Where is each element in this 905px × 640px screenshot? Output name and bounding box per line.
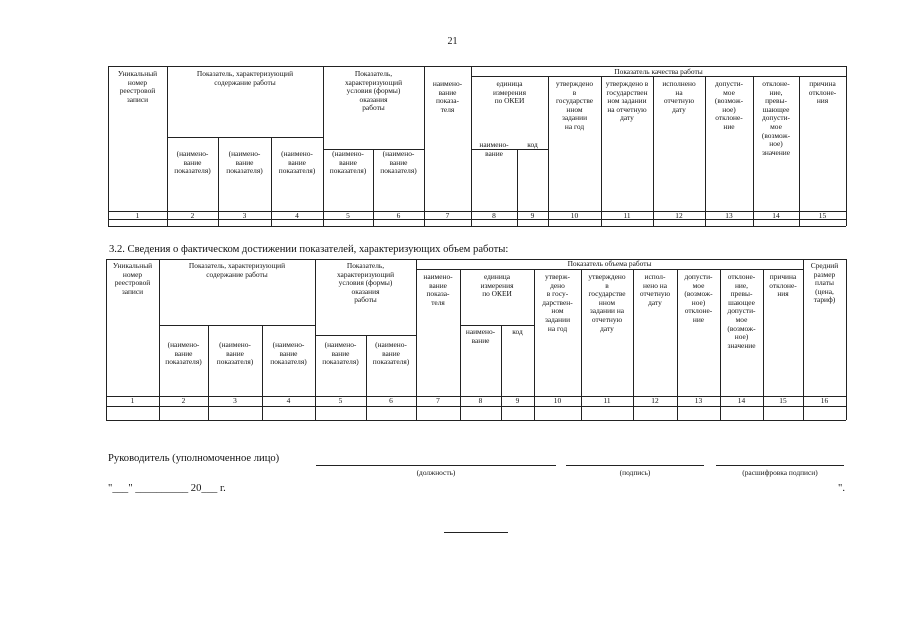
indicator-name-sub: (наимено- вание показателя) (270, 340, 307, 367)
column-number: 10 (570, 211, 579, 220)
column-number: 11 (603, 396, 611, 405)
section-title: 3.2. Сведения о фактическом достижении показателей, характеризующих объем работы: (109, 244, 509, 255)
signature-caption: (подпись) (619, 468, 651, 477)
column-number: 6 (396, 211, 401, 220)
indicator-name-sub: (наимено- вание показателя) (165, 340, 202, 367)
unit-code-header: код (512, 327, 523, 336)
table1-bottom-border (108, 226, 846, 227)
indicator-name-header: наимено- вание показа- теля (423, 272, 453, 307)
column-number: 15 (779, 396, 787, 405)
unit-header: единица измерения по ОКЕИ (480, 272, 514, 299)
column-number: 3 (242, 211, 247, 220)
bottom-rule (444, 532, 508, 533)
column-number: 13 (725, 211, 733, 220)
deviation-reason-header: причина отклоне- ния (769, 272, 797, 299)
column-number: 1 (135, 211, 140, 220)
column-number: 10 (553, 396, 562, 405)
signature-line (566, 465, 704, 466)
table-rule (501, 325, 502, 420)
table-rule (159, 259, 160, 420)
indicator-name-sub: (наимено- вание показателя) (278, 149, 316, 176)
unit-header: единица измерения по ОКЕИ (492, 79, 526, 106)
done-header: испол- нено на отчетную дату (639, 272, 671, 307)
exceeding-deviation-header: отклоне- ние, превы- шающее допусти- мое (возмож- ное) значение (761, 79, 791, 157)
decode-caption: (расшифровка подписи) (742, 468, 818, 477)
registry-header: Уникальный номер реестровой записи (117, 69, 158, 104)
column-number: 9 (515, 396, 520, 405)
column-number: 5 (338, 396, 343, 405)
approved-year-header: утверж- дено в госу- дарствен- ном задании на год (542, 272, 573, 333)
end-quote: ". (838, 483, 845, 494)
table2-bottom-border (106, 420, 846, 421)
approved-date-header: утверждено в государствен ном задании на отчетную дату (605, 79, 649, 123)
column-number: 15 (818, 211, 827, 220)
date-line: "___" __________ 20___ г. (108, 483, 226, 494)
column-number: 8 (492, 211, 496, 220)
allowed-deviation-header: допусти- мое (возмож- ное) отклоне- ние (684, 272, 713, 324)
table1-right-border (846, 66, 847, 226)
column-number: 7 (445, 211, 450, 220)
approved-year-header: утверждено в государстве нном задании на год (555, 79, 594, 131)
column-number: 16 (820, 396, 829, 405)
column-number: 9 (530, 211, 535, 220)
column-number: 11 (623, 211, 631, 220)
unit-code-header: код (527, 140, 538, 149)
column-number: 14 (737, 396, 746, 405)
column-number: 6 (389, 396, 393, 405)
column-number: 14 (772, 211, 780, 220)
registry-header: Уникальный номер реестровой записи (112, 261, 153, 296)
indicator-name-sub: (наимено- вание показателя) (372, 340, 410, 367)
column-number: 4 (295, 211, 299, 220)
table-rule (167, 66, 168, 226)
indicator-name-sub: (наимено- вание показателя) (329, 149, 367, 176)
column-number: 8 (478, 396, 483, 405)
table2-row-rule (106, 406, 846, 407)
table2-unit-rule (460, 325, 534, 326)
conditions-header: Показатель, характеризующий условия (формы) оказания работы (336, 261, 395, 305)
table1-top-border (108, 66, 846, 67)
table-rule (262, 325, 263, 420)
column-number: 2 (181, 396, 186, 405)
column-number: 13 (694, 396, 703, 405)
column-number: 2 (190, 211, 195, 220)
done-header: исполнено на отчетную дату (662, 79, 696, 114)
average-price-header: Средний размер платы (цена, тариф) (810, 261, 839, 305)
signature-head-label: Руководитель (уполномоченное лицо) (108, 453, 280, 464)
indicator-name-header: наимено- вание показа- теля (432, 79, 463, 114)
indicator-name-sub: (наимено- вание показателя) (322, 340, 359, 367)
indicator-name-sub: (наимено- вание показателя) (380, 149, 417, 176)
table2-sub-rule (159, 325, 315, 326)
indicator-name-sub: (наимено- вание показателя) (226, 149, 263, 176)
table1-sub-rule (167, 137, 323, 138)
column-number: 3 (233, 396, 237, 405)
column-number: 7 (436, 396, 440, 405)
content-header: Показатель, характеризующий содержание работы (188, 261, 286, 279)
position-line (316, 465, 556, 466)
column-number: 1 (130, 396, 135, 405)
content-header: Показатель, характеризующий содержание работы (196, 69, 294, 87)
column-number: 12 (651, 396, 659, 405)
table2-volume-rule (416, 269, 803, 270)
volume-header: Показатель объема работы (567, 259, 652, 268)
deviation-reason-header: причина отклоне- ния (808, 79, 837, 106)
page-number: 21 (447, 36, 458, 47)
conditions-header: Показатель, характеризующий условия (формы) оказания работы (344, 69, 403, 113)
unit-name-header: наимено- вание (465, 327, 496, 345)
indicator-name-sub: (наимено- вание показателя) (174, 149, 211, 176)
table-rule (208, 325, 209, 420)
decode-line (716, 465, 844, 466)
column-number: 12 (675, 211, 683, 220)
table2-right-border (846, 259, 847, 420)
allowed-deviation-header: допусти- мое (возмож- ное) отклоне- ние (714, 79, 744, 131)
position-caption: (должность) (416, 468, 456, 477)
column-number: 4 (286, 396, 291, 405)
quality-header: Показатель качества работы (614, 67, 703, 76)
column-number: 5 (346, 211, 350, 220)
approved-date-header: утверждено в государстве нном задании на отчетную дату (588, 272, 626, 333)
exceeding-deviation-header: отклоне- ние, превы- шающее допусти- мое (возмож- ное) значение (727, 272, 756, 350)
unit-name-header: наимено- вание (479, 140, 509, 158)
indicator-name-sub: (наимено- вание показателя) (216, 340, 254, 367)
